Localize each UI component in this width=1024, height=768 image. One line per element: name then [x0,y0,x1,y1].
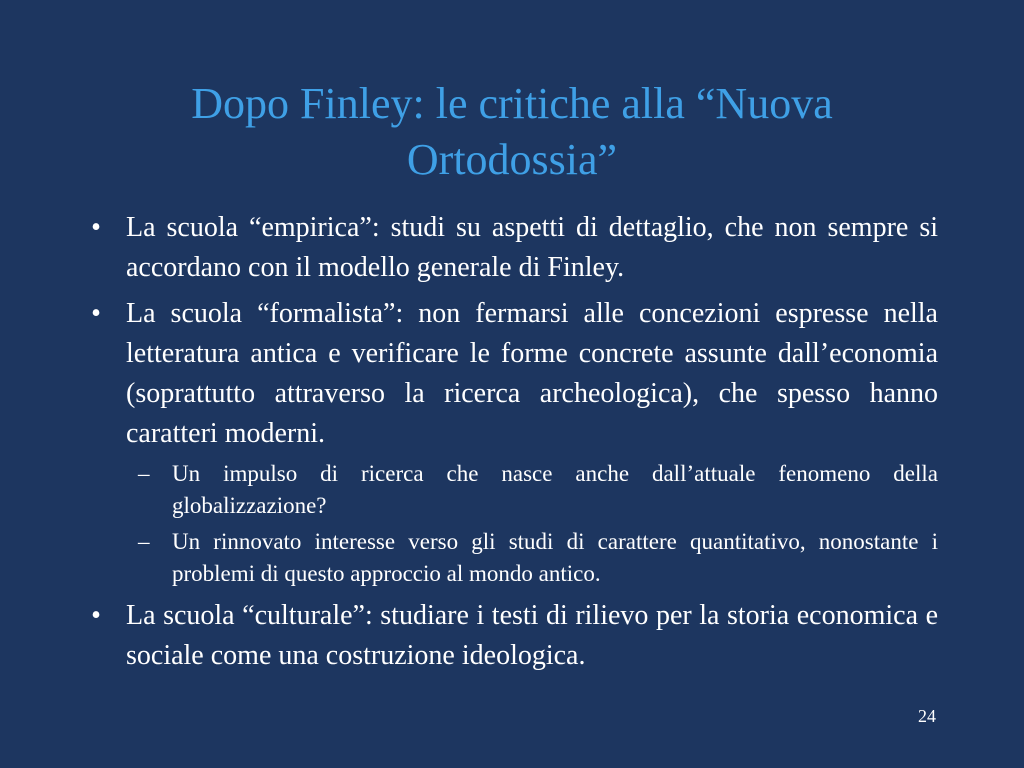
bullet-icon: • [91,298,101,329]
bullet-item-empirica [86,208,938,288]
bullet-icon: • [91,212,101,243]
slide-body [86,208,938,682]
bullet-text: La scuola “culturale”: studiare i testi di rilievo per la storia economica e sociale come una costruzione ideologica. [126,600,938,671]
sub-bullet-list [126,458,938,590]
slide-title: Dopo Finley: le critiche alla “Nuova Ortodossia” [191,79,833,184]
bullet-item-culturale [86,596,938,676]
bullet-icon: • [91,600,101,631]
dash-icon: – [138,529,150,554]
bullet-text: La scuola “empirica”: studi su aspetti di dettaglio, che non sempre si accordano con il modello generale di Finley. [126,212,938,283]
page-number: 24 [918,706,936,726]
dash-icon: – [138,461,150,486]
sub-bullet-text: Un rinnovato interesse verso gli studi di carattere quantitativo, nonostante i problemi di questo approccio al mondo antico. [172,529,938,586]
bullet-list [86,208,938,676]
sub-bullet-item-quantitativo [126,526,938,590]
bullet-text: La scuola “formalista”: non fermarsi alle concezioni espresse nella letteratura antica e verificare le forme concrete assunte dall’economia (soprattutto attraverso la ricerca archeologica), che spesso hanno caratteri moderni. [126,298,938,449]
bullet-item-formalista [86,294,938,590]
sub-bullet-item-globalizzazione [126,458,938,522]
sub-bullet-text: Un impulso di ricerca che nasce anche dall’attuale fenomeno della globalizzazione? [172,461,938,518]
